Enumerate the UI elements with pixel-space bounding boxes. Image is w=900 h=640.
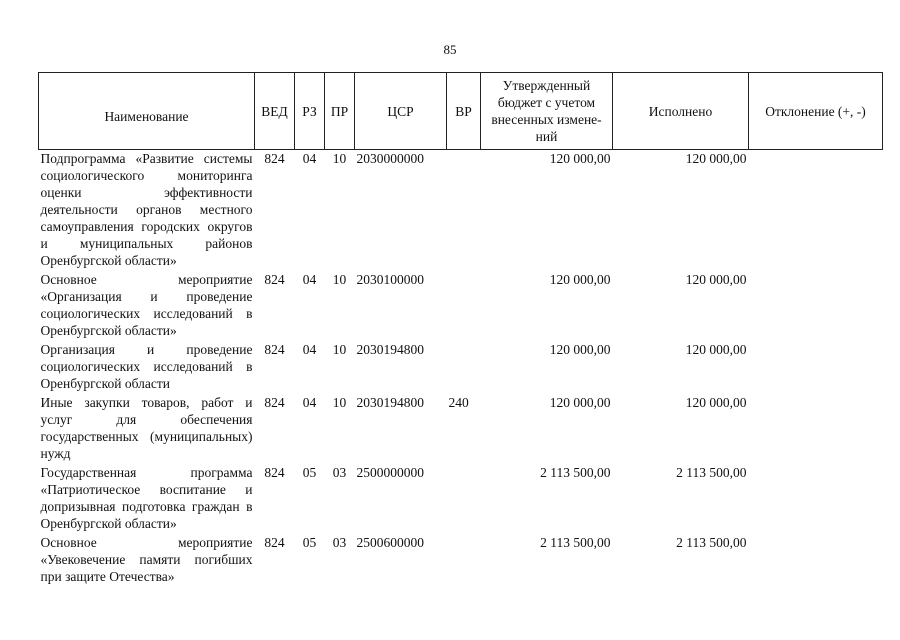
table-row [39,269,883,339]
row-name: Государственная программа «Патриотическое воспитание и допризывная подготовка граждан в Оренбургской области» [40,465,253,531]
table-header-row [39,73,883,150]
header-ved: ВЕД [255,73,295,150]
row-deviation [749,339,883,392]
row-csr: 2030100000 [356,272,424,287]
row-approved: 2 113 500,00 [540,535,611,550]
row-approved: 2 113 500,00 [540,465,611,480]
row-ved: 824 [264,342,285,357]
header-name: Наименование [39,73,255,150]
row-deviation [749,532,883,585]
row-executed: 2 113 500,00 [676,535,747,550]
row-pr: 03 [332,535,347,550]
row-pr: 10 [332,342,347,357]
row-name: Иные закупки товаров, работ и услуг для обеспечения государственных (муниципальных) нужд [40,395,253,461]
page-number: 85 [443,42,457,57]
row-vr [447,532,481,585]
row-pr: 10 [332,395,347,410]
header-pr: ПР [325,73,355,150]
row-pr: 10 [332,151,347,166]
budget-table [38,72,883,585]
row-name: Основное мероприятие «Увековечение памяти погибших при защите Отечества» [40,535,253,584]
row-approved: 120 000,00 [549,342,611,357]
header-vr: ВР [447,73,481,150]
row-executed: 120 000,00 [685,151,747,166]
row-deviation [749,269,883,339]
header-deviation: Отклонение (+, -) [749,73,883,150]
header-executed: Исполнено [613,73,749,150]
row-vr [447,339,481,392]
row-name: Основное мероприятие «Организация и проведение социологических исследований в Оренбургской области» [40,272,253,338]
row-deviation [749,462,883,532]
row-rz: 04 [302,151,317,166]
table-row [39,392,883,462]
row-deviation [749,150,883,270]
row-csr: 2030194800 [356,395,424,410]
row-vr [447,462,481,532]
row-deviation [749,392,883,462]
row-rz: 04 [302,395,317,410]
table-row [39,150,883,270]
row-ved: 824 [264,535,285,550]
row-rz: 05 [302,465,317,480]
row-ved: 824 [264,151,285,166]
table-row [39,532,883,585]
row-executed: 120 000,00 [685,272,747,287]
row-name: Подпрограмма «Развитие системы социологического мониторинга оценки эффективности деятельности органов местного самоуправления городских округов и муниципальных районов Оренбургской области» [40,151,253,268]
row-executed: 120 000,00 [685,395,747,410]
row-executed: 2 113 500,00 [676,465,747,480]
row-vr [447,150,481,270]
row-csr: 2030194800 [356,342,424,357]
row-approved: 120 000,00 [549,272,611,287]
header-approved-budget: Утвержденный бюджет с учетом внесенных измене-ний [481,73,613,150]
row-vr [447,269,481,339]
row-pr: 03 [332,465,347,480]
row-rz: 04 [302,272,317,287]
row-csr: 2500600000 [356,535,424,550]
row-csr: 2030000000 [356,151,424,166]
row-pr: 10 [332,272,347,287]
table-row [39,339,883,392]
row-ved: 824 [264,395,285,410]
row-vr: 240 [448,395,469,410]
row-name: Организация и проведение социологических исследований в Оренбургской области [40,342,253,391]
row-approved: 120 000,00 [549,151,611,166]
table-row [39,462,883,532]
row-approved: 120 000,00 [549,395,611,410]
row-executed: 120 000,00 [685,342,747,357]
header-rz: РЗ [295,73,325,150]
row-csr: 2500000000 [356,465,424,480]
row-rz: 05 [302,535,317,550]
row-rz: 04 [302,342,317,357]
header-csr: ЦСР [355,73,447,150]
row-ved: 824 [264,465,285,480]
row-ved: 824 [264,272,285,287]
